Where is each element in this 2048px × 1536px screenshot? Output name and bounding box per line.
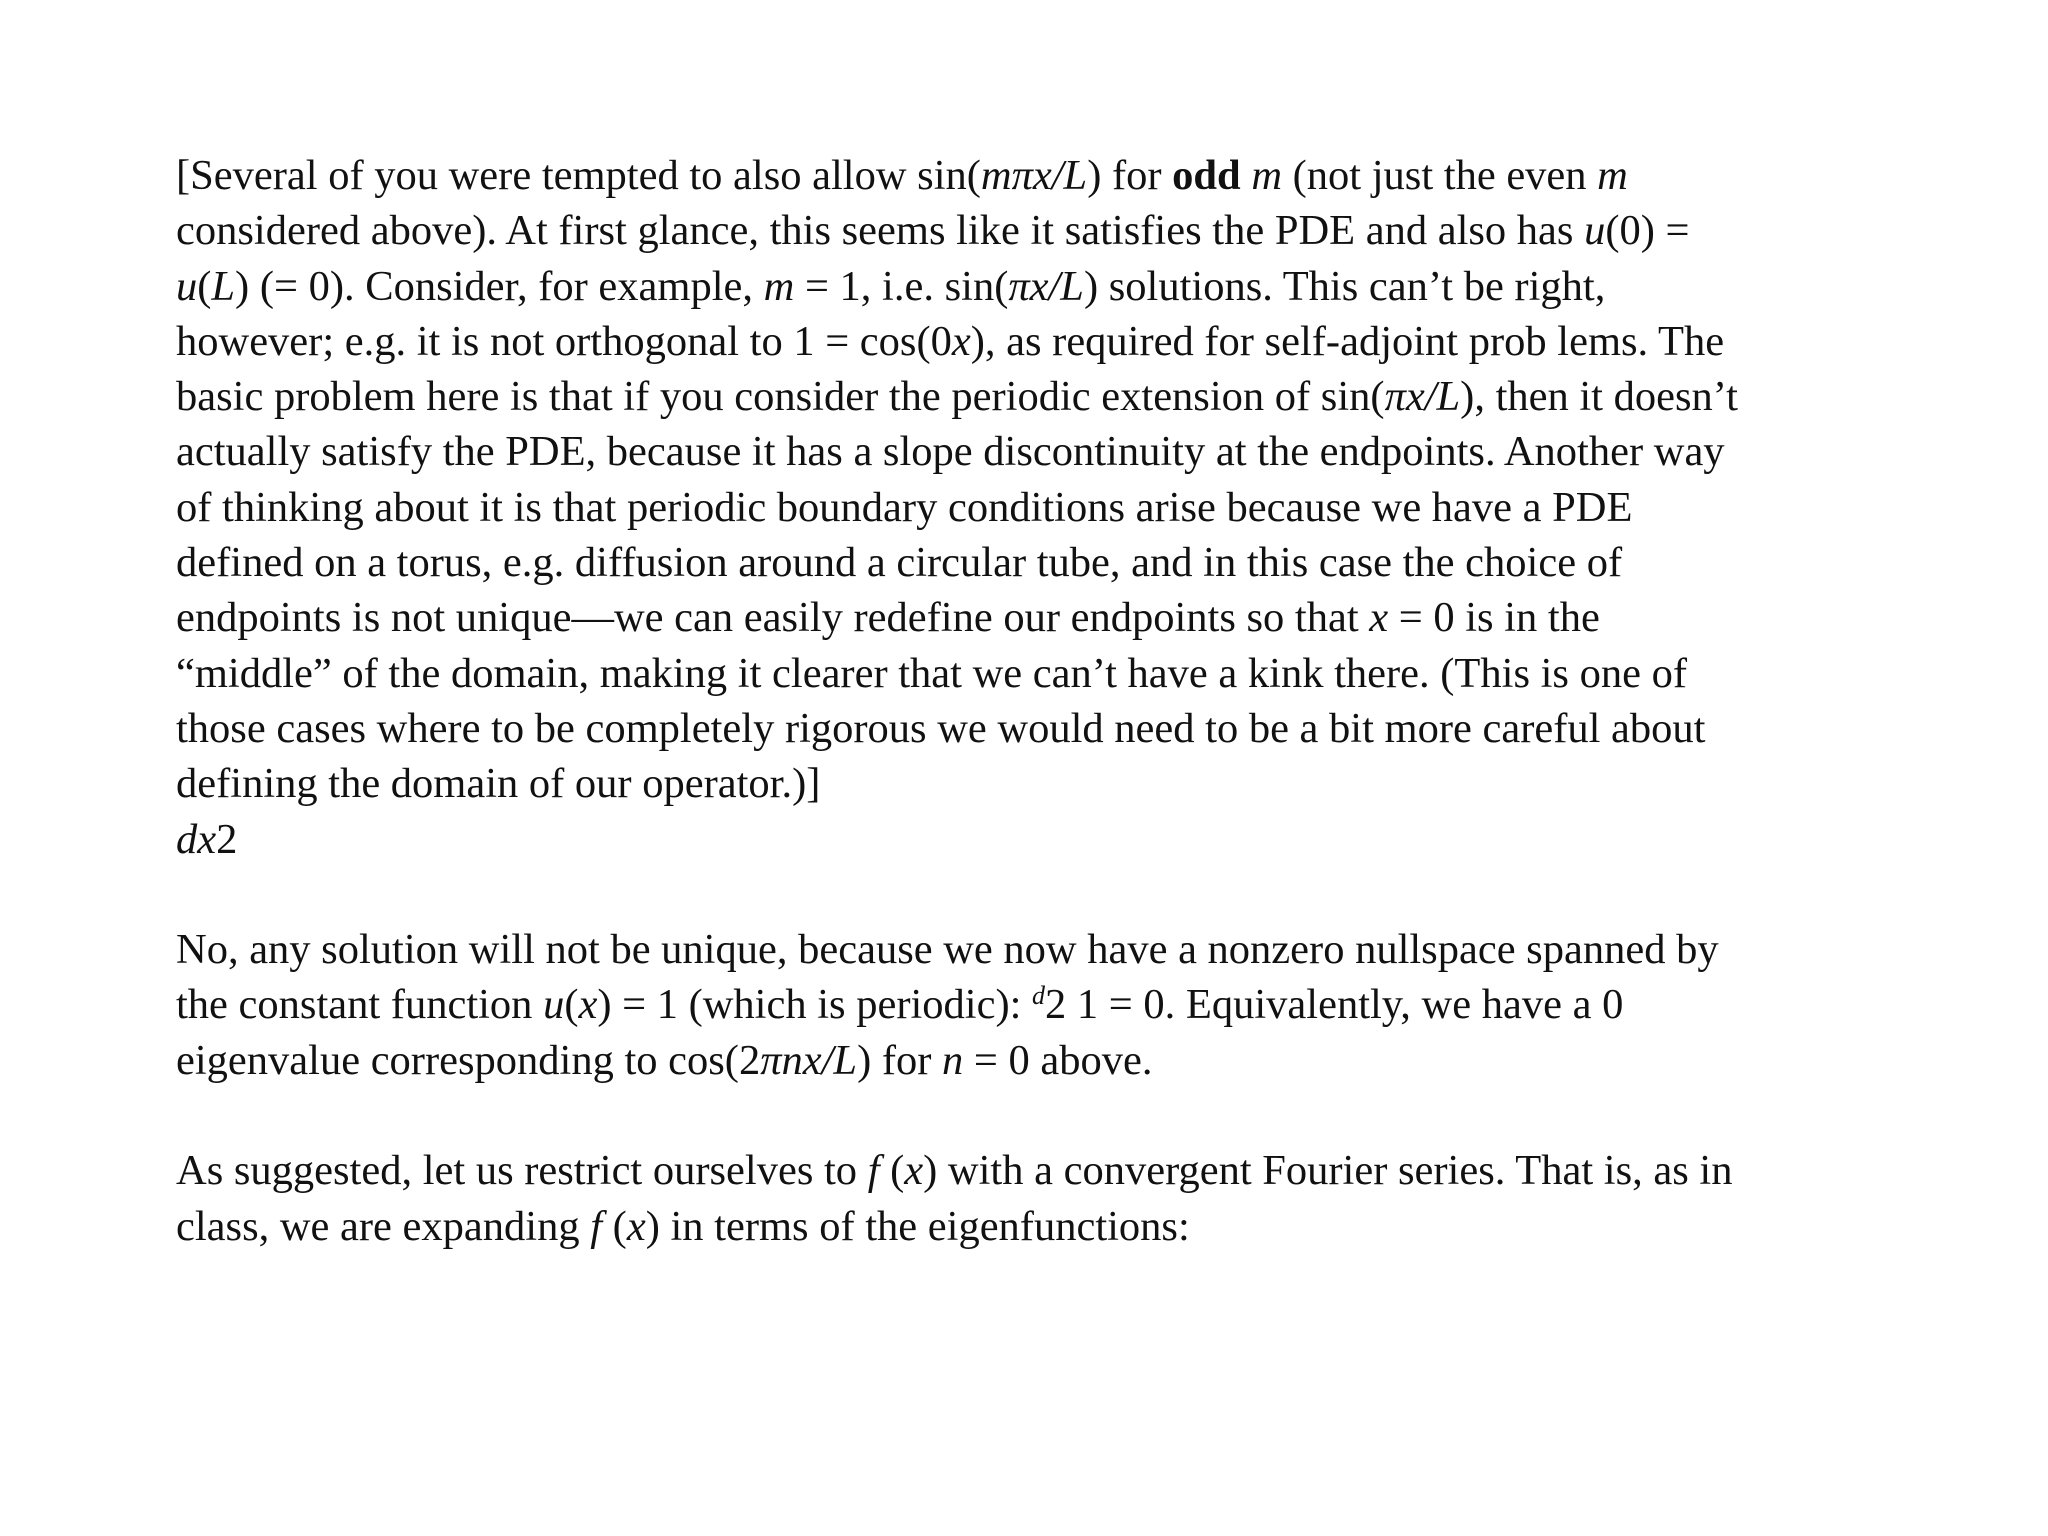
text-run: ) for <box>1087 152 1173 199</box>
text-run: ) (= 0). Consider, for example, <box>235 262 764 310</box>
text-run: endpoints is not unique—we can easily redefine our endpoints so that <box>176 594 1370 642</box>
math-run: u <box>1584 207 1606 255</box>
text-run: class, we are expanding <box>176 1202 591 1250</box>
math-run: x <box>951 317 971 365</box>
equation-fragment <box>176 812 1896 867</box>
paragraph-spacer <box>176 1088 1896 1143</box>
math-run: πx/L <box>1008 262 1084 310</box>
text-line <box>176 1143 1896 1198</box>
text-run: ) in terms of the eigenfunctions: <box>645 1202 1190 1250</box>
text-line: defining the domain of our operator.)] <box>176 760 821 808</box>
text-run <box>1241 152 1252 199</box>
math-run: u <box>176 262 198 310</box>
math-run: x <box>626 1202 646 1250</box>
text-run: (not just the even <box>1282 152 1598 199</box>
text-run: As suggested, let us restrict ourselves to <box>176 1147 868 1195</box>
paragraph-spacer <box>176 867 1896 922</box>
text-line <box>176 1199 1896 1254</box>
text-run: 2 <box>216 815 238 863</box>
math-run: dx <box>176 815 217 863</box>
text-run: the constant function <box>176 981 544 1029</box>
math-run: L <box>211 262 236 310</box>
text-run: ( <box>197 262 212 310</box>
math-run: m <box>1597 152 1628 199</box>
text-run: ) for <box>857 1036 943 1084</box>
math-run: u <box>543 981 565 1029</box>
paragraph-odd-m-discussion <box>176 148 1896 867</box>
text-run: ), then it doesn’t <box>1460 373 1738 421</box>
text-run: ) with a convergent Fourier series. That is, as in <box>923 1147 1733 1195</box>
math-run: m <box>763 262 795 310</box>
text-run: considered above). At first glance, this seems like it satisfies the PDE and also has <box>176 207 1585 255</box>
document-page <box>176 148 1896 1254</box>
math-run: x <box>1369 594 1389 642</box>
text-run: basic problem here is that if you consider the periodic extension of sin( <box>176 373 1385 421</box>
text-run: = 0 is in the <box>1388 594 1600 642</box>
math-run: n <box>942 1036 964 1084</box>
text-run: ), as required for self-adjoint prob lems. The <box>970 317 1725 365</box>
math-run: m <box>1251 152 1283 199</box>
text-run: ( <box>564 981 579 1029</box>
text-line <box>176 314 1896 369</box>
text-run: 2 1 = 0. Equivalently, we have a 0 <box>1045 981 1624 1029</box>
math-run: f <box>590 1202 603 1250</box>
math-run: f <box>867 1147 880 1195</box>
text-line <box>176 148 1896 203</box>
math-run: x <box>904 1147 924 1195</box>
text-run: [Several of you were tempted to also allow sin( <box>176 152 981 199</box>
text-run: however; e.g. it is not orthogonal to 1 = cos(0 <box>176 317 952 365</box>
text-run: ) = 1 (which is periodic): <box>597 981 1033 1029</box>
text-run: eigenvalue corresponding to cos(2 <box>176 1036 761 1084</box>
math-run: πnx/L <box>760 1036 858 1084</box>
text-line: defined on a torus, e.g. diffusion around a circular tube, and in this case the choice of <box>176 539 1623 587</box>
paragraph-fourier-series <box>176 1143 1896 1254</box>
paragraph-nullspace <box>176 922 1896 1088</box>
text-run: ( <box>602 1202 627 1250</box>
text-line <box>176 203 1896 258</box>
text-run: = 0 above. <box>963 1036 1153 1084</box>
text-run: (0) = <box>1605 207 1690 255</box>
text-run: = 1, i.e. sin( <box>794 262 1009 310</box>
text-line: “middle” of the domain, making it clearer that we can’t have a kink there. (This is one of <box>176 649 1687 697</box>
text-run: ) solutions. This can’t be right, <box>1083 262 1606 310</box>
text-line: No, any solution will not be unique, because we now have a nonzero nullspace spanned by <box>176 926 1719 974</box>
text-line <box>176 369 1896 424</box>
superscript-run: d <box>1032 981 1046 1011</box>
text-line <box>176 259 1896 314</box>
text-line: actually satisfy the PDE, because it has a slope discontinuity at the endpoints. Another way <box>176 428 1725 476</box>
text-run: ( <box>879 1147 905 1195</box>
math-run: mπx/L <box>980 152 1088 199</box>
text-line <box>176 977 1896 1032</box>
text-line <box>176 1033 1896 1088</box>
text-line: those cases where to be completely rigorous we would need to be a bit more careful about <box>176 704 1706 752</box>
math-run: πx/L <box>1384 373 1461 421</box>
text-line: of thinking about it is that periodic boundary conditions arise because we have a PDE <box>176 483 1633 531</box>
bold-run: odd <box>1172 152 1241 199</box>
text-line <box>176 590 1896 645</box>
math-run: x <box>578 981 598 1029</box>
